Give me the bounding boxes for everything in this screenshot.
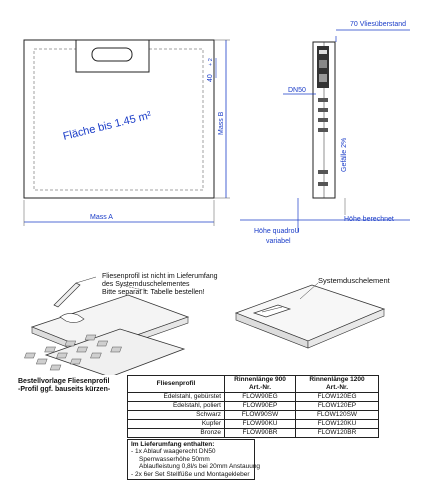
- cell-art-900: FLOW90SW: [225, 411, 296, 420]
- header-1200: Rinnenlänge 1200 Art.-Nr.: [296, 376, 379, 393]
- cell-material: Edelstahl, gebürstet: [128, 393, 225, 402]
- table-row: [128, 402, 379, 411]
- included-title: Im Lieferumfang enthalten:: [131, 441, 215, 448]
- tile-profile: [54, 283, 80, 307]
- cell-art-1200: FLOW120EP: [296, 402, 379, 411]
- cell-art-1200: FLOW120KU: [296, 420, 379, 429]
- table-header-row: [128, 376, 379, 393]
- vlies-label: 70 Vliesüberstand: [350, 21, 407, 28]
- order-line-2: -Profil ggf. bauseits kürzen-: [18, 386, 111, 393]
- table-row: [128, 393, 379, 402]
- cell-material: Bronze: [128, 429, 225, 438]
- cell-art-1200: FLOW120EG: [296, 393, 379, 402]
- system-label: Systemduschelement: [318, 276, 390, 285]
- mass-b-label: Mass B: [218, 111, 225, 135]
- header-900: Rinnenlänge 900 Art.-Nr.: [225, 376, 296, 393]
- dim-2-label: + 2: [208, 58, 214, 66]
- cell-material: Kupfer: [128, 420, 225, 429]
- order-line-1: Bestellvorlage Fliesenprofil: [18, 378, 110, 385]
- table-row: [128, 411, 379, 420]
- dim-40-label: 40: [207, 74, 214, 82]
- table-row: [128, 420, 379, 429]
- cell-material: Edelstahl, poliert: [128, 402, 225, 411]
- included-line: Ablaufleistung 0,8l/s bei 20mm Anstauung: [139, 463, 261, 471]
- order-template-heading: [18, 378, 110, 394]
- included-line: Sperrwasserhöhe 50mm: [139, 455, 210, 463]
- cell-art-900: FLOW90KU: [225, 420, 296, 429]
- dn50-label: DN50: [288, 87, 306, 94]
- area-label: Fläche bis 1.45 m²: [61, 109, 153, 143]
- table-row: [128, 429, 379, 438]
- profile-note: [102, 273, 252, 297]
- hoehe-berechnet-label: Höhe berechnet: [344, 216, 394, 223]
- note-line-3: Bitte separat lt. Tabelle bestellen!: [102, 289, 205, 296]
- drain-channel: [76, 40, 149, 72]
- included-box: [127, 439, 261, 480]
- mass-a-label: Mass A: [90, 214, 113, 221]
- profile-table: [127, 375, 379, 438]
- included-line: - 2x 6er Set Stellfüße und Montagekleber: [131, 470, 250, 478]
- variabel-label: variabel: [266, 238, 291, 245]
- included-line: - 1x Ablauf waagerecht DN50: [131, 448, 216, 456]
- note-line-1: Fliesenprofil ist nicht im Lieferumfang: [102, 273, 218, 280]
- cell-art-1200: FLOW120SW: [296, 411, 379, 420]
- header-profile: Fliesenprofil: [128, 376, 225, 393]
- cell-art-900: FLOW90EP: [225, 402, 296, 411]
- cell-art-900: FLOW90BR: [225, 429, 296, 438]
- cell-material: Schwarz: [128, 411, 225, 420]
- hoehe-quadro-label: Höhe quadroU: [254, 228, 300, 235]
- gefaelle-label: Gefälle 2%: [341, 137, 348, 172]
- cell-art-1200: FLOW120BR: [296, 429, 379, 438]
- note-line-2: des Systemduschelementes: [102, 281, 190, 288]
- cell-art-900: FLOW90EG: [225, 393, 296, 402]
